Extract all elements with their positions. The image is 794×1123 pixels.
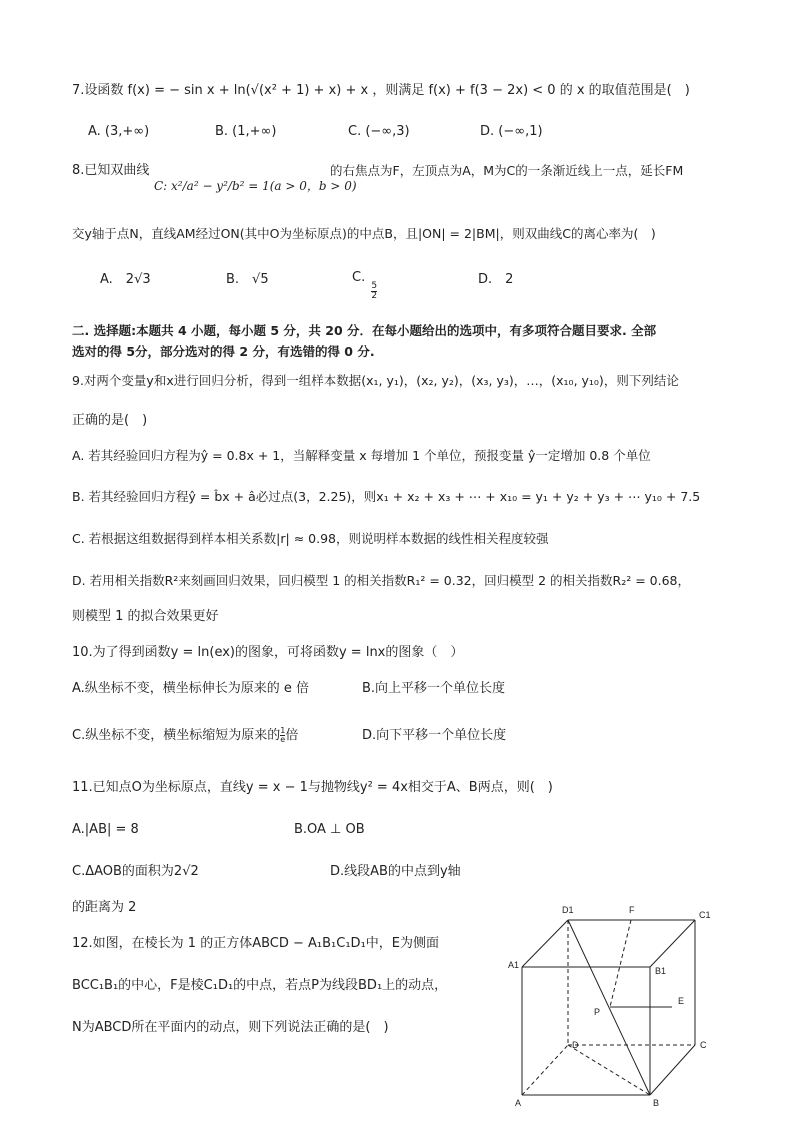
- q11-option-d-line2: 的距离为 2: [72, 900, 137, 915]
- q10-option-c-denominator: e: [280, 735, 286, 744]
- q11-option-d-line1[interactable]: D.线段AB的中点到y轴: [330, 864, 461, 879]
- q8-stem-start: 8.已知双曲线: [72, 163, 150, 178]
- label-c1: C1: [699, 910, 711, 920]
- q11-option-c[interactable]: C.ΔAOB的面积为2√2: [72, 864, 199, 879]
- q8-stem-line2: 交y轴于点N，直线AM经过ON(其中O为坐标原点)的中点B，且|ON| = 2|BM|，则双曲线C的离心率为( ): [72, 226, 656, 241]
- q8-option-c[interactable]: C. $\frac{5}{2}$: [352, 270, 378, 301]
- q9-option-c[interactable]: C. 若根据这组数据得到样本相关系数|r| ≈ 0.98，则说明样本数据的线性相关程度较强: [72, 531, 549, 546]
- q9-option-b[interactable]: B. 若其经验回归方程ŷ = b̂x + â必过点(3，2.25)，则x₁ + x₂ + x₃ + ⋯ + x₁₀ = y₁ + y₂ + y₃ + ⋯ y₁₀ + 7.5: [72, 489, 701, 504]
- q10-option-d[interactable]: D.向下平移一个单位长度: [362, 728, 507, 743]
- label-b1: B1: [655, 966, 667, 976]
- q9-option-d-line1[interactable]: D. 若用相关指数R²来刻画回归效果，回归模型 1 的相关指数R₁² = 0.32，回归模型 2 的相关指数R₂² = 0.68，: [72, 573, 690, 588]
- label-c: C: [700, 1040, 707, 1050]
- label-a1: A1: [508, 960, 520, 970]
- q7-option-d[interactable]: D. (−∞,1): [480, 124, 543, 139]
- label-d1: D1: [562, 905, 574, 915]
- q11-option-a[interactable]: A.|AB| = 8: [72, 822, 139, 837]
- section2-heading-line2: 选对的得 5分，部分选对的得 2 分，有选错的得 0 分.: [72, 344, 375, 359]
- q9-option-d-line2: 则模型 1 的拟合效果更好: [72, 609, 219, 624]
- q9-stem-line2: 正确的是( ): [72, 413, 148, 428]
- q12-stem-line3: N为ABCD所在平面内的动点，则下列说法正确的是( ): [72, 1020, 389, 1035]
- q8-stem-end: 的右焦点为F，左顶点为A，M为C的一条渐近线上一点，延长FM: [330, 163, 684, 178]
- label-d: D: [572, 1040, 579, 1050]
- q8-option-c-numerator: 5: [371, 281, 378, 291]
- q9-option-a[interactable]: A. 若其经验回归方程为ŷ = 0.8x + 1，当解释变量 x 每增加 1 个单位，预报变量 ŷ一定增加 0.8 个单位: [72, 448, 651, 463]
- q7-stem: 7.设函数 f(x) = − sin x + ln(√(x² + 1) + x) + x ，则满足 f(x) + f(3 − 2x) < 0 的 x 的取值范围是( ): [72, 83, 690, 98]
- q10-option-b[interactable]: B.向上平移一个单位长度: [362, 681, 506, 696]
- label-e: E: [678, 996, 685, 1006]
- q7-option-b[interactable]: B. (1,+∞): [215, 124, 277, 139]
- q8-option-b[interactable]: B. √5: [226, 272, 269, 287]
- label-a: A: [515, 1098, 522, 1108]
- label-b: B: [653, 1098, 660, 1108]
- q7-option-c[interactable]: C. (−∞,3): [348, 124, 410, 139]
- q9-stem-line1: 9.对两个变量y和x进行回归分析，得到一组样本数据(x₁, y₁)，(x₂, y₂)，(x₃, y₃)，…，(x₁₀, y₁₀)，则下列结论: [72, 373, 679, 388]
- q12-stem-line1: 12.如图，在棱长为 1 的正方体ABCD − A₁B₁C₁D₁中，E为侧面: [72, 936, 439, 951]
- q7-option-a[interactable]: A. (3,+∞): [88, 124, 150, 139]
- cube-figure: [500, 900, 730, 1115]
- q8-option-a[interactable]: A. 2√3: [100, 272, 151, 287]
- q8-option-c-denominator: 2: [371, 291, 378, 301]
- q10-stem: 10.为了得到函数y = ln(ex)的图象，可将函数y = lnx的图象（ ）: [72, 645, 464, 660]
- q8-option-d[interactable]: D. 2: [478, 272, 514, 287]
- q10-option-c-numerator: 1: [280, 726, 286, 735]
- q10-option-c[interactable]: C.纵坐标不变，横坐标缩短为原来的 $\frac{1}{e}$ 倍: [72, 726, 299, 744]
- q11-option-b[interactable]: B.OA ⊥ OB: [294, 822, 365, 837]
- label-p: P: [594, 1007, 601, 1017]
- q8-hyperbola-equation: C: x²/a² − y²/b² = 1(a > 0，b > 0): [154, 179, 357, 193]
- q11-stem: 11.已知点O为坐标原点，直线y = x − 1与抛物线y² = 4x相交于A、B两点，则( ): [72, 780, 553, 795]
- q12-stem-line2: BCC₁B₁的中心，F是棱C₁D₁的中点，若点P为线段BD₁上的动点，: [72, 978, 448, 993]
- label-f: F: [629, 905, 635, 915]
- q10-option-a[interactable]: A.纵坐标不变，横坐标伸长为原来的 e 倍: [72, 681, 310, 696]
- section2-heading-line1: 二. 选择题:本题共 4 小题，每小题 5 分，共 20 分．在每小题给出的选项中，有多项符合题目要求. 全部: [72, 323, 657, 338]
